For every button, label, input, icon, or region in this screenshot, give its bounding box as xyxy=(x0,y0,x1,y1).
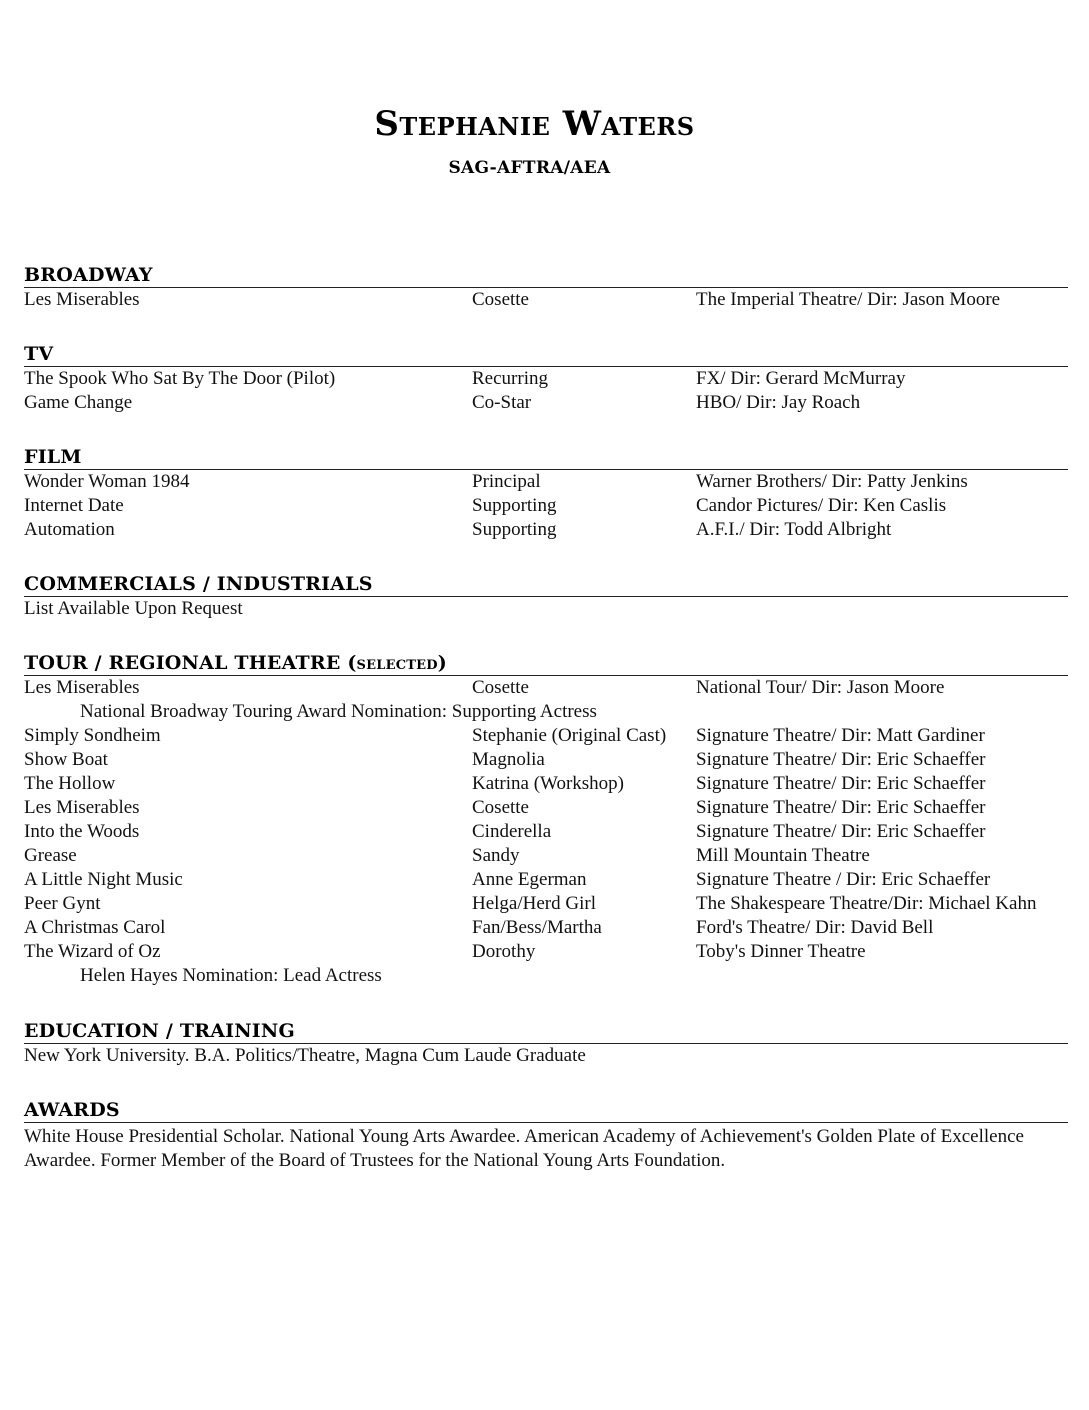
credit-role: Cosette xyxy=(472,677,529,698)
credit-role: Katrina (Workshop) xyxy=(472,773,625,794)
credit-row xyxy=(24,724,1068,748)
credit-row xyxy=(24,796,1068,820)
credit-show: Game Change xyxy=(24,392,133,413)
credit-row xyxy=(24,772,1068,796)
credit-venue: National Tour/ Dir: Jason Moore xyxy=(696,677,945,698)
credit-row xyxy=(24,892,1068,916)
credit-row xyxy=(24,518,1068,542)
credit-venue: The Imperial Theatre/ Dir: Jason Moore xyxy=(696,289,1001,310)
credit-role: Dorothy xyxy=(472,941,536,962)
credit-venue: Candor Pictures/ Dir: Ken Caslis xyxy=(696,495,947,516)
credit-role: Principal xyxy=(472,471,541,492)
credit-row xyxy=(24,916,1068,940)
resume-name: Stephanie Waters xyxy=(374,104,695,144)
credit-venue: The Shakespeare Theatre/Dir: Michael Kahn xyxy=(696,893,1037,914)
credit-show: A Little Night Music xyxy=(24,869,183,890)
section-tv xyxy=(24,342,1068,415)
section-heading: AWARDS xyxy=(24,1098,1068,1123)
credit-role: Cosette xyxy=(472,289,529,310)
credit-role: Fan/Bess/Martha xyxy=(472,917,602,938)
credit-row xyxy=(24,391,1068,415)
credit-show: Simply Sondheim xyxy=(24,725,161,746)
section-broadway xyxy=(24,263,1068,312)
section-heading: FILM xyxy=(24,445,1068,470)
credit-row xyxy=(24,844,1068,868)
section-heading: TV xyxy=(24,342,1068,367)
credit-row xyxy=(24,494,1068,518)
credit-show: Internet Date xyxy=(24,495,124,516)
section-heading-text: TOUR / REGIONAL THEATRE xyxy=(24,652,341,674)
education-text: New York University. B.A. Politics/Theatre, Magna Cum Laude Graduate xyxy=(24,1045,586,1066)
credit-row xyxy=(24,868,1068,892)
commercials-note: List Available Upon Request xyxy=(24,598,243,619)
section-education xyxy=(24,1019,1068,1068)
credit-show: The Spook Who Sat By The Door (Pilot) xyxy=(24,368,336,389)
awards-text: White House Presidential Scholar. National Young Arts Awardee. American Academy of Achievement's Golden Plate of Excellence Awardee. Former Member of the Board of Trustees for the National Young Arts Foundation. xyxy=(24,1126,1024,1171)
credit-show: Wonder Woman 1984 xyxy=(24,471,190,492)
credit-row xyxy=(24,748,1068,772)
credit-role: Helga/Herd Girl xyxy=(472,893,596,914)
credit-venue: Warner Brothers/ Dir: Patty Jenkins xyxy=(696,471,968,492)
section-commercials xyxy=(24,572,1068,621)
credit-show: Peer Gynt xyxy=(24,893,101,914)
award-note: National Broadway Touring Award Nomination: Supporting Actress xyxy=(80,701,597,722)
credit-row xyxy=(24,288,1068,312)
credit-show: Grease xyxy=(24,845,77,866)
credit-row xyxy=(24,470,1068,494)
section-film xyxy=(24,445,1068,542)
credit-venue: Signature Theatre/ Dir: Eric Schaeffer xyxy=(696,773,986,794)
credit-role: Magnolia xyxy=(472,749,545,770)
credit-venue: Ford's Theatre/ Dir: David Bell xyxy=(696,917,934,938)
credit-show: Into the Woods xyxy=(24,821,140,842)
credit-role: Cinderella xyxy=(472,821,552,842)
credit-show: Show Boat xyxy=(24,749,108,770)
credit-row xyxy=(24,367,1068,391)
credit-venue: Signature Theatre / Dir: Eric Schaeffer xyxy=(696,869,991,890)
section-heading xyxy=(24,651,1068,676)
union-affiliation: SAG-AFTRA/AEA xyxy=(448,158,611,178)
section-tour-regional xyxy=(24,651,1068,988)
credit-row xyxy=(24,676,1068,700)
credit-venue: Signature Theatre/ Dir: Eric Schaeffer xyxy=(696,797,986,818)
credit-role: Anne Egerman xyxy=(472,869,587,890)
section-awards xyxy=(24,1098,1068,1173)
credit-row xyxy=(24,597,1068,621)
credit-show: Les Miserables xyxy=(24,289,140,310)
section-heading: COMMERCIALS / INDUSTRIALS xyxy=(24,572,1068,597)
credit-show: Automation xyxy=(24,519,115,540)
credit-venue: A.F.I./ Dir: Todd Albright xyxy=(696,519,892,540)
credit-show: A Christmas Carol xyxy=(24,917,166,938)
credit-role: Cosette xyxy=(472,797,529,818)
credit-show: The Wizard of Oz xyxy=(24,941,161,962)
credit-venue: Signature Theatre/ Dir: Matt Gardiner xyxy=(696,725,985,746)
credit-venue: Toby's Dinner Theatre xyxy=(696,941,866,962)
credit-venue: FX/ Dir: Gerard McMurray xyxy=(696,368,906,389)
credit-show: The Hollow xyxy=(24,773,116,794)
credit-row xyxy=(24,820,1068,844)
credit-role: Supporting xyxy=(472,495,557,516)
credit-show: Les Miserables xyxy=(24,677,140,698)
credit-role: Stephanie (Original Cast) xyxy=(472,725,667,746)
credit-show: Les Miserables xyxy=(24,797,140,818)
education-row xyxy=(24,1044,1068,1068)
credit-row xyxy=(24,940,1068,964)
credit-role: Sandy xyxy=(472,845,520,866)
credit-role: Co-Star xyxy=(472,392,532,413)
credit-venue: HBO/ Dir: Jay Roach xyxy=(696,392,861,413)
credit-role: Recurring xyxy=(472,368,548,389)
section-heading: EDUCATION / TRAINING xyxy=(24,1019,1068,1044)
award-note: Helen Hayes Nomination: Lead Actress xyxy=(80,965,382,986)
credit-venue: Signature Theatre/ Dir: Eric Schaeffer xyxy=(696,821,986,842)
credit-venue: Mill Mountain Theatre xyxy=(696,845,870,866)
credit-venue: Signature Theatre/ Dir: Eric Schaeffer xyxy=(696,749,986,770)
credit-role: Supporting xyxy=(472,519,557,540)
section-heading-suffix: (selected) xyxy=(347,652,447,674)
section-heading: BROADWAY xyxy=(24,263,1068,288)
